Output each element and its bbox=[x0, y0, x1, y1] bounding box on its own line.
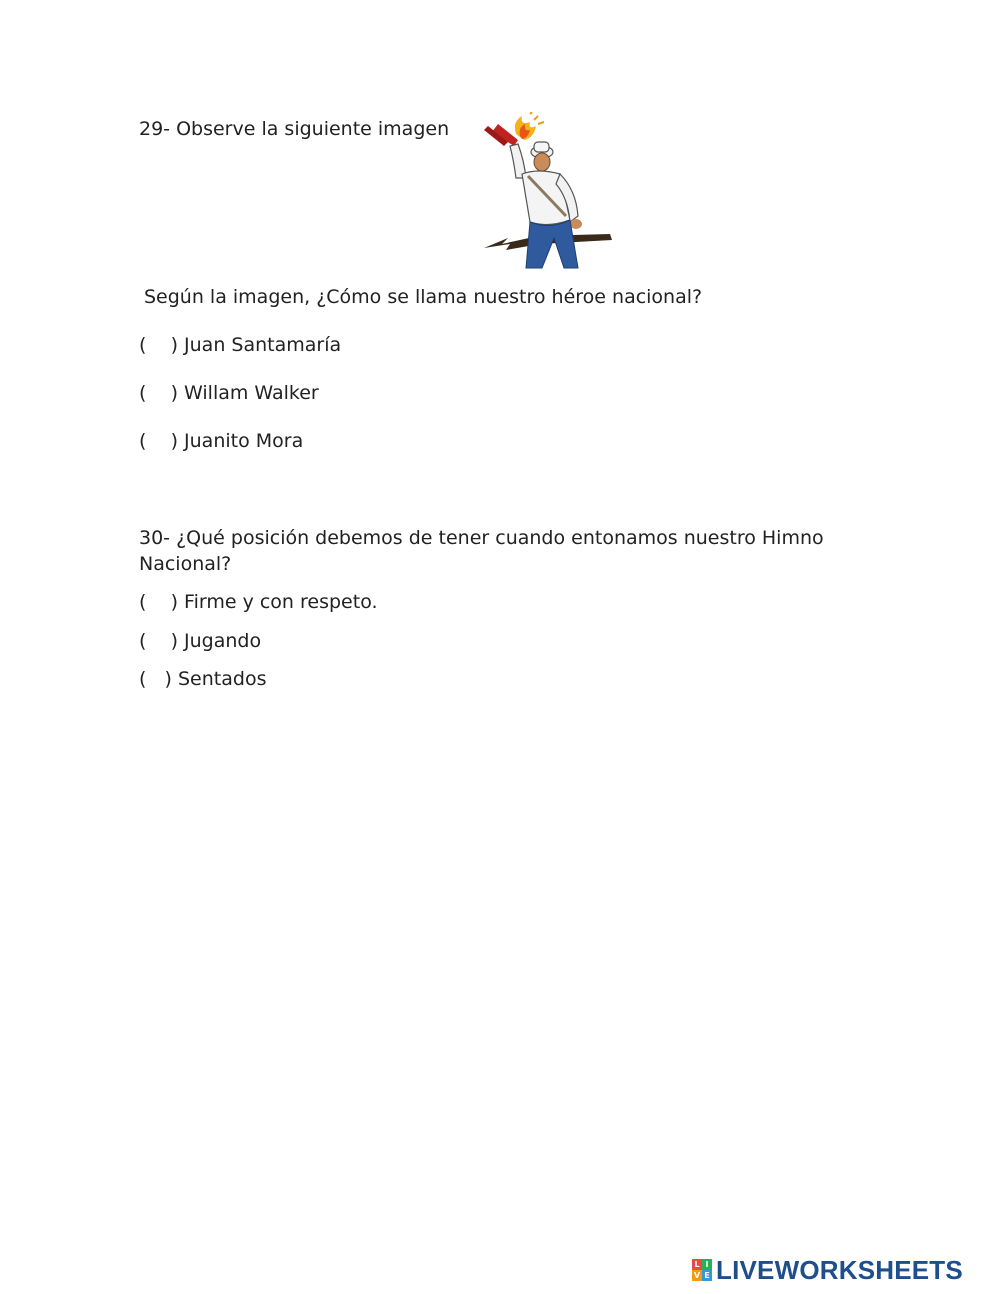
question-29-title: 29- Observe la siguiente imagen bbox=[139, 118, 450, 140]
q30-option-1[interactable] bbox=[139, 589, 378, 615]
option-label: Juan Santamaría bbox=[184, 334, 342, 356]
logo-mark-letter: I bbox=[702, 1259, 712, 1270]
option-label: Sentados bbox=[178, 668, 267, 690]
liveworksheets-logo bbox=[692, 1256, 963, 1284]
answer-parenthesis[interactable]: ( ) bbox=[139, 668, 172, 690]
answer-parenthesis[interactable]: ( ) bbox=[139, 430, 178, 452]
logo-mark-icon bbox=[692, 1259, 712, 1281]
option-label: Firme y con respeto. bbox=[184, 591, 378, 613]
option-label: Juanito Mora bbox=[184, 430, 304, 452]
answer-parenthesis[interactable]: ( ) bbox=[139, 630, 178, 652]
answer-parenthesis[interactable]: ( ) bbox=[139, 591, 178, 613]
answer-parenthesis[interactable]: ( ) bbox=[139, 334, 178, 356]
logo-mark-letter: L bbox=[692, 1259, 702, 1270]
answer-parenthesis[interactable]: ( ) bbox=[139, 382, 178, 404]
q30-option-3[interactable] bbox=[139, 666, 266, 692]
q29-option-3[interactable] bbox=[139, 428, 303, 454]
question-29-prompt: Según la imagen, ¿Cómo se llama nuestro héroe nacional? bbox=[144, 286, 703, 308]
hero-torch-illustration bbox=[478, 112, 618, 270]
question-30-title: 30- ¿Qué posición debemos de tener cuando entonamos nuestro Himno Nacional? bbox=[139, 527, 824, 575]
logo-mark-letter: V bbox=[693, 1271, 701, 1280]
logo-mark-letter: E bbox=[702, 1270, 712, 1281]
q30-option-2[interactable] bbox=[139, 628, 261, 654]
q29-option-2[interactable] bbox=[139, 380, 319, 406]
option-label: Jugando bbox=[184, 630, 262, 652]
logo-text: LIVEWORKSHEETS bbox=[716, 1254, 963, 1285]
q29-option-1[interactable] bbox=[139, 332, 341, 358]
option-label: Willam Walker bbox=[184, 382, 319, 404]
